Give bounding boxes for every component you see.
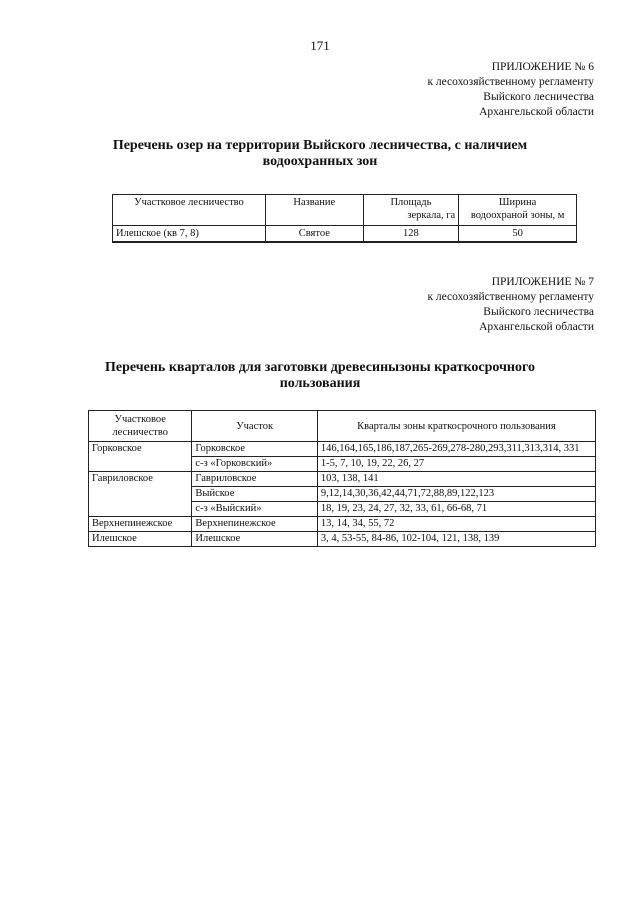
quarters-cell: 18, 19, 23, 24, 27, 32, 33, 61, 66-68, 71 bbox=[317, 502, 595, 517]
plot-cell: Горковское bbox=[192, 442, 317, 457]
table-row bbox=[113, 226, 577, 243]
table-row bbox=[89, 517, 596, 532]
lakes-header-area-line1: Площадь bbox=[390, 197, 432, 208]
lakes-header-width bbox=[459, 195, 577, 226]
appendix-6-line1: к лесохозяйственному регламенту bbox=[427, 76, 594, 88]
plot-cell: с-з «Выйский» bbox=[192, 502, 317, 517]
quarters-table bbox=[88, 410, 596, 547]
lakes-table bbox=[112, 194, 577, 243]
appendix-6-line3: Архангельской области bbox=[479, 106, 594, 118]
lakes-section-title bbox=[60, 138, 580, 170]
lake-forestry: Илешское (кв 7, 8) bbox=[113, 226, 266, 243]
appendix-7-title: ПРИЛОЖЕНИЕ № 7 bbox=[491, 276, 594, 288]
plot-cell: Гавриловское bbox=[192, 472, 317, 487]
quarters-cell: 9,12,14,30,36,42,44,71,72,88,89,122,123 bbox=[317, 487, 595, 502]
quarters-header-plot: Участок bbox=[192, 411, 317, 442]
appendix-7-header bbox=[427, 275, 594, 335]
forestry-cell: Верхнепинежское bbox=[89, 517, 192, 532]
lake-zone-width: 50 bbox=[459, 226, 577, 243]
appendix-6-title: ПРИЛОЖЕНИЕ № 6 bbox=[491, 61, 594, 73]
appendix-7-line2: Выйского лесничества bbox=[483, 306, 594, 318]
lakes-header-area-line2: зеркала, га bbox=[407, 210, 456, 221]
appendix-7-line1: к лесохозяйственному регламенту bbox=[427, 291, 594, 303]
quarters-header-forestry bbox=[89, 411, 192, 442]
quarters-cell: 3, 4, 53-55, 84-86, 102-104, 121, 138, 139 bbox=[317, 532, 595, 547]
appendix-6-line2: Выйского лесничества bbox=[483, 91, 594, 103]
plot-cell: Верхнепинежское bbox=[192, 517, 317, 532]
quarters-table-header bbox=[89, 411, 596, 442]
forestry-cell: Горковское bbox=[89, 442, 192, 472]
lakes-table-header bbox=[113, 195, 577, 226]
quarters-cell: 13, 14, 34, 55, 72 bbox=[317, 517, 595, 532]
table-row bbox=[89, 532, 596, 547]
quarters-cell: 146,164,165,186,187,265-269,278-280,293,311,313,314, 331 bbox=[317, 442, 595, 457]
quarters-header-forestry-line1: Участковое bbox=[114, 414, 166, 425]
quarters-cell: 1-5, 7, 10, 19, 22, 26, 27 bbox=[317, 457, 595, 472]
lakes-title-line1: Перечень озер на территории Выйского лесничества, с наличием bbox=[112, 138, 528, 153]
quarters-title-line2: пользования bbox=[279, 376, 361, 391]
lakes-header-width-line2: водоохраной зоны, м bbox=[470, 210, 565, 221]
forestry-cell: Илешское bbox=[89, 532, 192, 547]
plot-cell: Илешское bbox=[192, 532, 317, 547]
quarters-header-forestry-line2: лесничество bbox=[112, 427, 169, 438]
quarters-section-title bbox=[60, 360, 580, 392]
lake-area: 128 bbox=[363, 226, 459, 243]
appendix-6-header bbox=[427, 60, 594, 120]
lakes-title-line2: водоохранных зон bbox=[262, 154, 378, 169]
lake-name: Святое bbox=[265, 226, 363, 243]
table-row bbox=[89, 442, 596, 457]
plot-cell: Выйское bbox=[192, 487, 317, 502]
quarters-cell: 103, 138, 141 bbox=[317, 472, 595, 487]
table-row bbox=[89, 472, 596, 487]
lakes-header-name: Название bbox=[265, 195, 363, 226]
lakes-header-area bbox=[363, 195, 459, 226]
appendix-7-line3: Архангельской области bbox=[479, 321, 594, 333]
quarters-header-quarters: Кварталы зоны краткосрочного пользования bbox=[317, 411, 595, 442]
lakes-header-width-line1: Ширина bbox=[498, 197, 537, 208]
page-number: 171 bbox=[310, 38, 330, 53]
lakes-header-forestry: Участковое лесничество bbox=[113, 195, 266, 226]
plot-cell: с-з «Горковский» bbox=[192, 457, 317, 472]
forestry-cell: Гавриловское bbox=[89, 472, 192, 517]
quarters-title-line1: Перечень кварталов для заготовки древесинызоны краткосрочного bbox=[104, 360, 535, 375]
